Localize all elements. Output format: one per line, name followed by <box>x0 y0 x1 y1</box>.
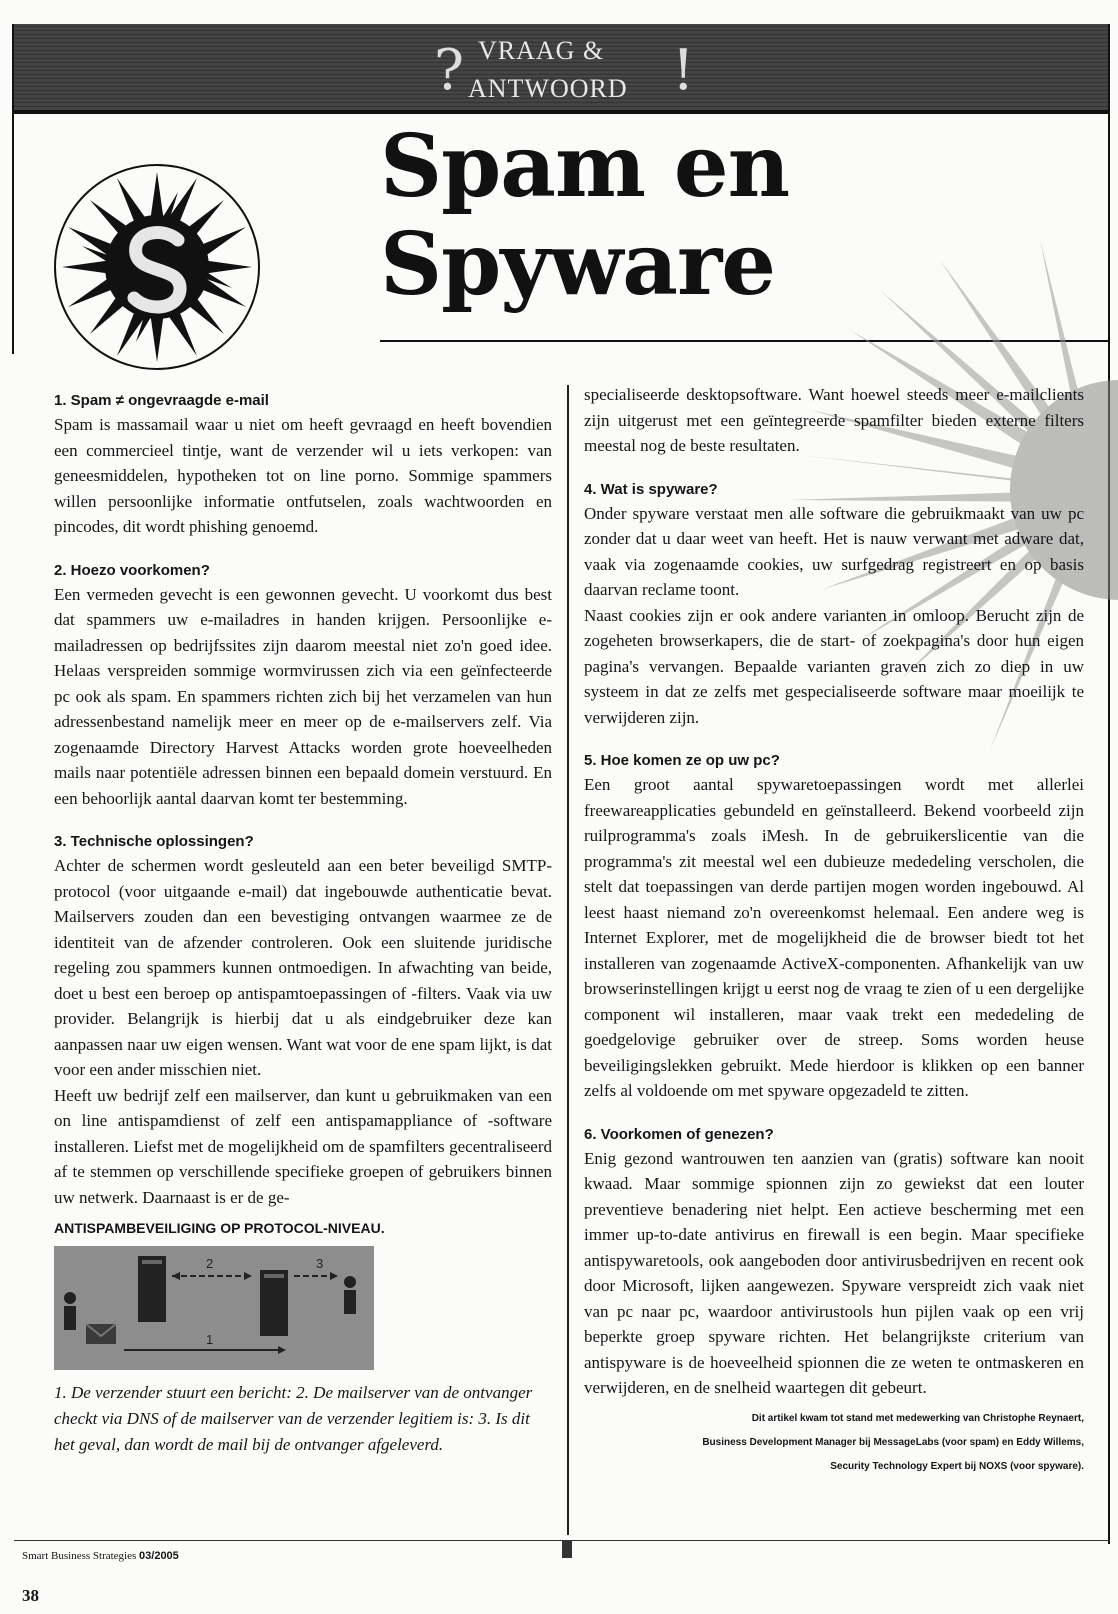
section-2-body: Een vermeden gevecht is een gewonnen gevecht. U voorkomt dus best dat spammers uw e-mailadres in handen krijgen. Persoonlijke e-mailadressen op bedrijfssites zijn daarom meestal niet zo'n goed idee. Helaas verspreiden sommige wormvirussen zich via een geïnfecteerde pc ook als spam. En spammers richten zich bij het verzamelen van hun adressenbestand namelijk meer en meer op de e-mailservers zelf. Via zogenaamde Directory Harvest Attacks worden grote hoeveelheden mails naar potentiële adressen binnen een bepaald domein verstuurd. En een behoorlijk aantal daarvan komt ter bestemming. <box>54 584 552 808</box>
publication-name: Smart Business Strategies <box>22 1550 137 1562</box>
right-column <box>584 382 1084 1479</box>
sender-server-icon <box>138 1256 166 1322</box>
article-title <box>380 118 900 314</box>
receiver-person-icon <box>344 1276 356 1314</box>
diagram-label-1: 1 <box>206 1332 214 1347</box>
credit-line-1: Dit artikel kwam tot stand met medewerking van Christophe Reynaert, <box>751 1412 1084 1424</box>
header-banner <box>14 24 1110 114</box>
section-1-body: Spam is massamail waar u niet om heeft gevraagd en heeft bovendien een commercieel tintje, want de verzender wil u iets verkopen: van geneesmiddelen, hypotheken tot on line porno. Sommige spammers willen persoonlijke informatie ontfutselen, zoals wachtwoorden en pincodes, dit wordt phishing genoemd. <box>54 415 552 536</box>
credit-line-2: Business Development Manager bij MessageLabs (voor spam) en Eddy Willems, <box>702 1436 1084 1448</box>
section-1-heading: 1. Spam ≠ ongevraagde e-mail <box>54 392 269 409</box>
exclamation-mark-glyph: ! <box>672 38 695 103</box>
section-3-body-1: Achter de schermen wordt gesleuteld aan een beter beveiligd SMTP-protocol (voor uitgaande e-mail) dat ingebouwde authenticatie bevat. Mailservers zouden dan een bevestiging ontvangen waarmee ze de identiteit van de afzender controleren. Ook een sluitende juridische regeling zou spammers kunnen ontmoedigen. In afwachting van beide, doet u best een beroep op antispamtoepassingen of -filters. Vaak via uw provider. Belangrijk is hierbij dat u als eindgebruiker deze kan aanpassen naar uw eigen wensen. Want wat voor de ene spam lijkt, is dat voor een ander misschien niet. <box>54 856 552 1079</box>
footer-publication <box>22 1550 179 1562</box>
protocol-diagram <box>54 1246 374 1370</box>
frame-left-border <box>12 24 14 354</box>
page-number: 38 <box>22 1586 39 1605</box>
banner-line-1: VRAAG & <box>478 36 605 65</box>
section-3-body-2: Heeft uw bedrijf zelf een mailserver, dan kunt u gebruikmaken van een on line antispamdienst of zelf een antispamappliance of -software installeren. Liefst met de mogelijkheid om de spamfilters gecentraliseerd af te stemmen op verschillende specifieke groepen of gebruikers binnen uw netwerk. Daarnaast is er de ge- <box>54 1085 552 1207</box>
article-credits <box>584 1407 1084 1479</box>
receiver-server-icon <box>260 1270 288 1336</box>
section-6-body: Enig gezond wantrouwen ten aanzien van (gratis) software kan nooit kwaad. Maar sommige spionnen zijn zo gewiekst dat een louter preventieve benadering niet helpt. Een actieve bescherming met een immer up-to-date antivirus en firewall is een begin. Maar specifieke antispywaretools, ook aangeboden door antivirusbedrijven en recent ook door Microsoft, lijken aangewezen. Spyware verspreidt zich vaak niet van pc naar pc, waardoor antivirustools hun pijlen vaak op een vrij beperkte groep spyware richten. Het belangrijkste criterium van antispyware is de hoeveelheid spionnen die ze weten te ontmaskeren en verwijderen, en de snelheid waartegen dit gebeurt. <box>584 1148 1084 1397</box>
credit-line-3: Security Technology Expert bij NOXS (voor spyware). <box>830 1460 1084 1472</box>
section-4-heading: 4. Wat is spyware? <box>584 480 718 498</box>
left-column <box>54 390 552 1475</box>
section-6-heading: 6. Voorkomen of genezen? <box>584 1125 774 1143</box>
question-mark-glyph: ? <box>434 38 465 103</box>
section-5-body: Een groot aantal spywaretoepassingen wordt met allerlei freewareapplicaties gebundeld en geïnstalleerd. Bekend voorbeeld zijn ruilprogramma's zoals iMesh. In de gebruikerslicentie van die programma's zit meestal wel een dubieuze mededeling verscholen, die stelt dat toepassingen van derde partijen mogen worden ingebouwd. Al leest haast niemand zo'n overeenkomst helemaal. Een andere weg is Internet Explorer, met de mogelijkheid die de browser biedt tot het installeren van zogenaamde ActiveX-componenten. Afhankelijk van uw browserinstellingen krijgt u eerst nog de vraag te zien of u een dergelijke component wil installeren, maar vaak trekt een mededeling de goedgelovige gebruiker over de streep. Soms worden heuse beveiligingslekken gebruikt. Mede hierdoor is klikken op een banner zelfs al voldoende om met spyware opgezadeld te zitten. <box>584 775 1084 1100</box>
section-4-body-2: Naast cookies zijn er ook andere varianten in omloop. Berucht zijn de zogeheten browserkapers, die de start- of zoekpagina's door hun eigen pagina's vervangen. Bepaalde varianten graven zich zo diep in uw systeem in dat ze zelfs met gespecialiseerde software maar moeilijk te verwijderen zijn. <box>584 605 1084 727</box>
section-2-heading: 2. Hoezo voorkomen? <box>54 561 210 579</box>
diagram-label-2: 2 <box>206 1256 214 1271</box>
diagram-heading: ANTISPAMBEVEILIGING OP PROTOCOL-NIVEAU. <box>54 1220 385 1236</box>
divider-end-mark <box>562 1540 572 1558</box>
sender-person-icon <box>64 1292 76 1330</box>
title-line-1: Spam en <box>380 116 790 217</box>
diagram-label-3: 3 <box>316 1256 324 1271</box>
section-5-heading: 5. Hoe komen ze op uw pc? <box>584 752 780 769</box>
banner-line-2: ANTWOORD <box>468 74 628 103</box>
publication-issue: 03/2005 <box>139 1550 179 1562</box>
footer-rule <box>14 1540 1110 1541</box>
continued-paragraph: specialiseerde desktopsoftware. Want hoewel steeds meer e-mailclients zijn uitgerust met een geïntegreerde spamfilter bieden externe filters meestal nog de beste resultaten. <box>584 385 1084 455</box>
spam-s-sunburst-logo-icon <box>52 162 262 372</box>
section-4-body-1: Onder spyware verstaat men alle software die gebruikmaakt van uw pc zonder dat u daar weet van heeft. Het is nauw verwant met adware dat, vaak via zogenaamde cookies, uw surfgedrag registreert en op basis daarvan reclame toont. <box>584 503 1084 599</box>
diagram-caption: 1. De verzender stuurt een bericht: 2. De mailserver van de ontvanger checkt via DNS of de mailserver van de verzender legitiem is: 3. Is dit het geval, dan wordt de mail bij de ontvanger afgeleverd. <box>54 1383 533 1454</box>
section-3-heading: 3. Technische oplossingen? <box>54 833 254 850</box>
column-divider <box>567 385 569 1535</box>
envelope-icon <box>86 1324 116 1344</box>
banner-logotype <box>434 30 694 110</box>
title-line-2: Spyware <box>380 214 775 315</box>
